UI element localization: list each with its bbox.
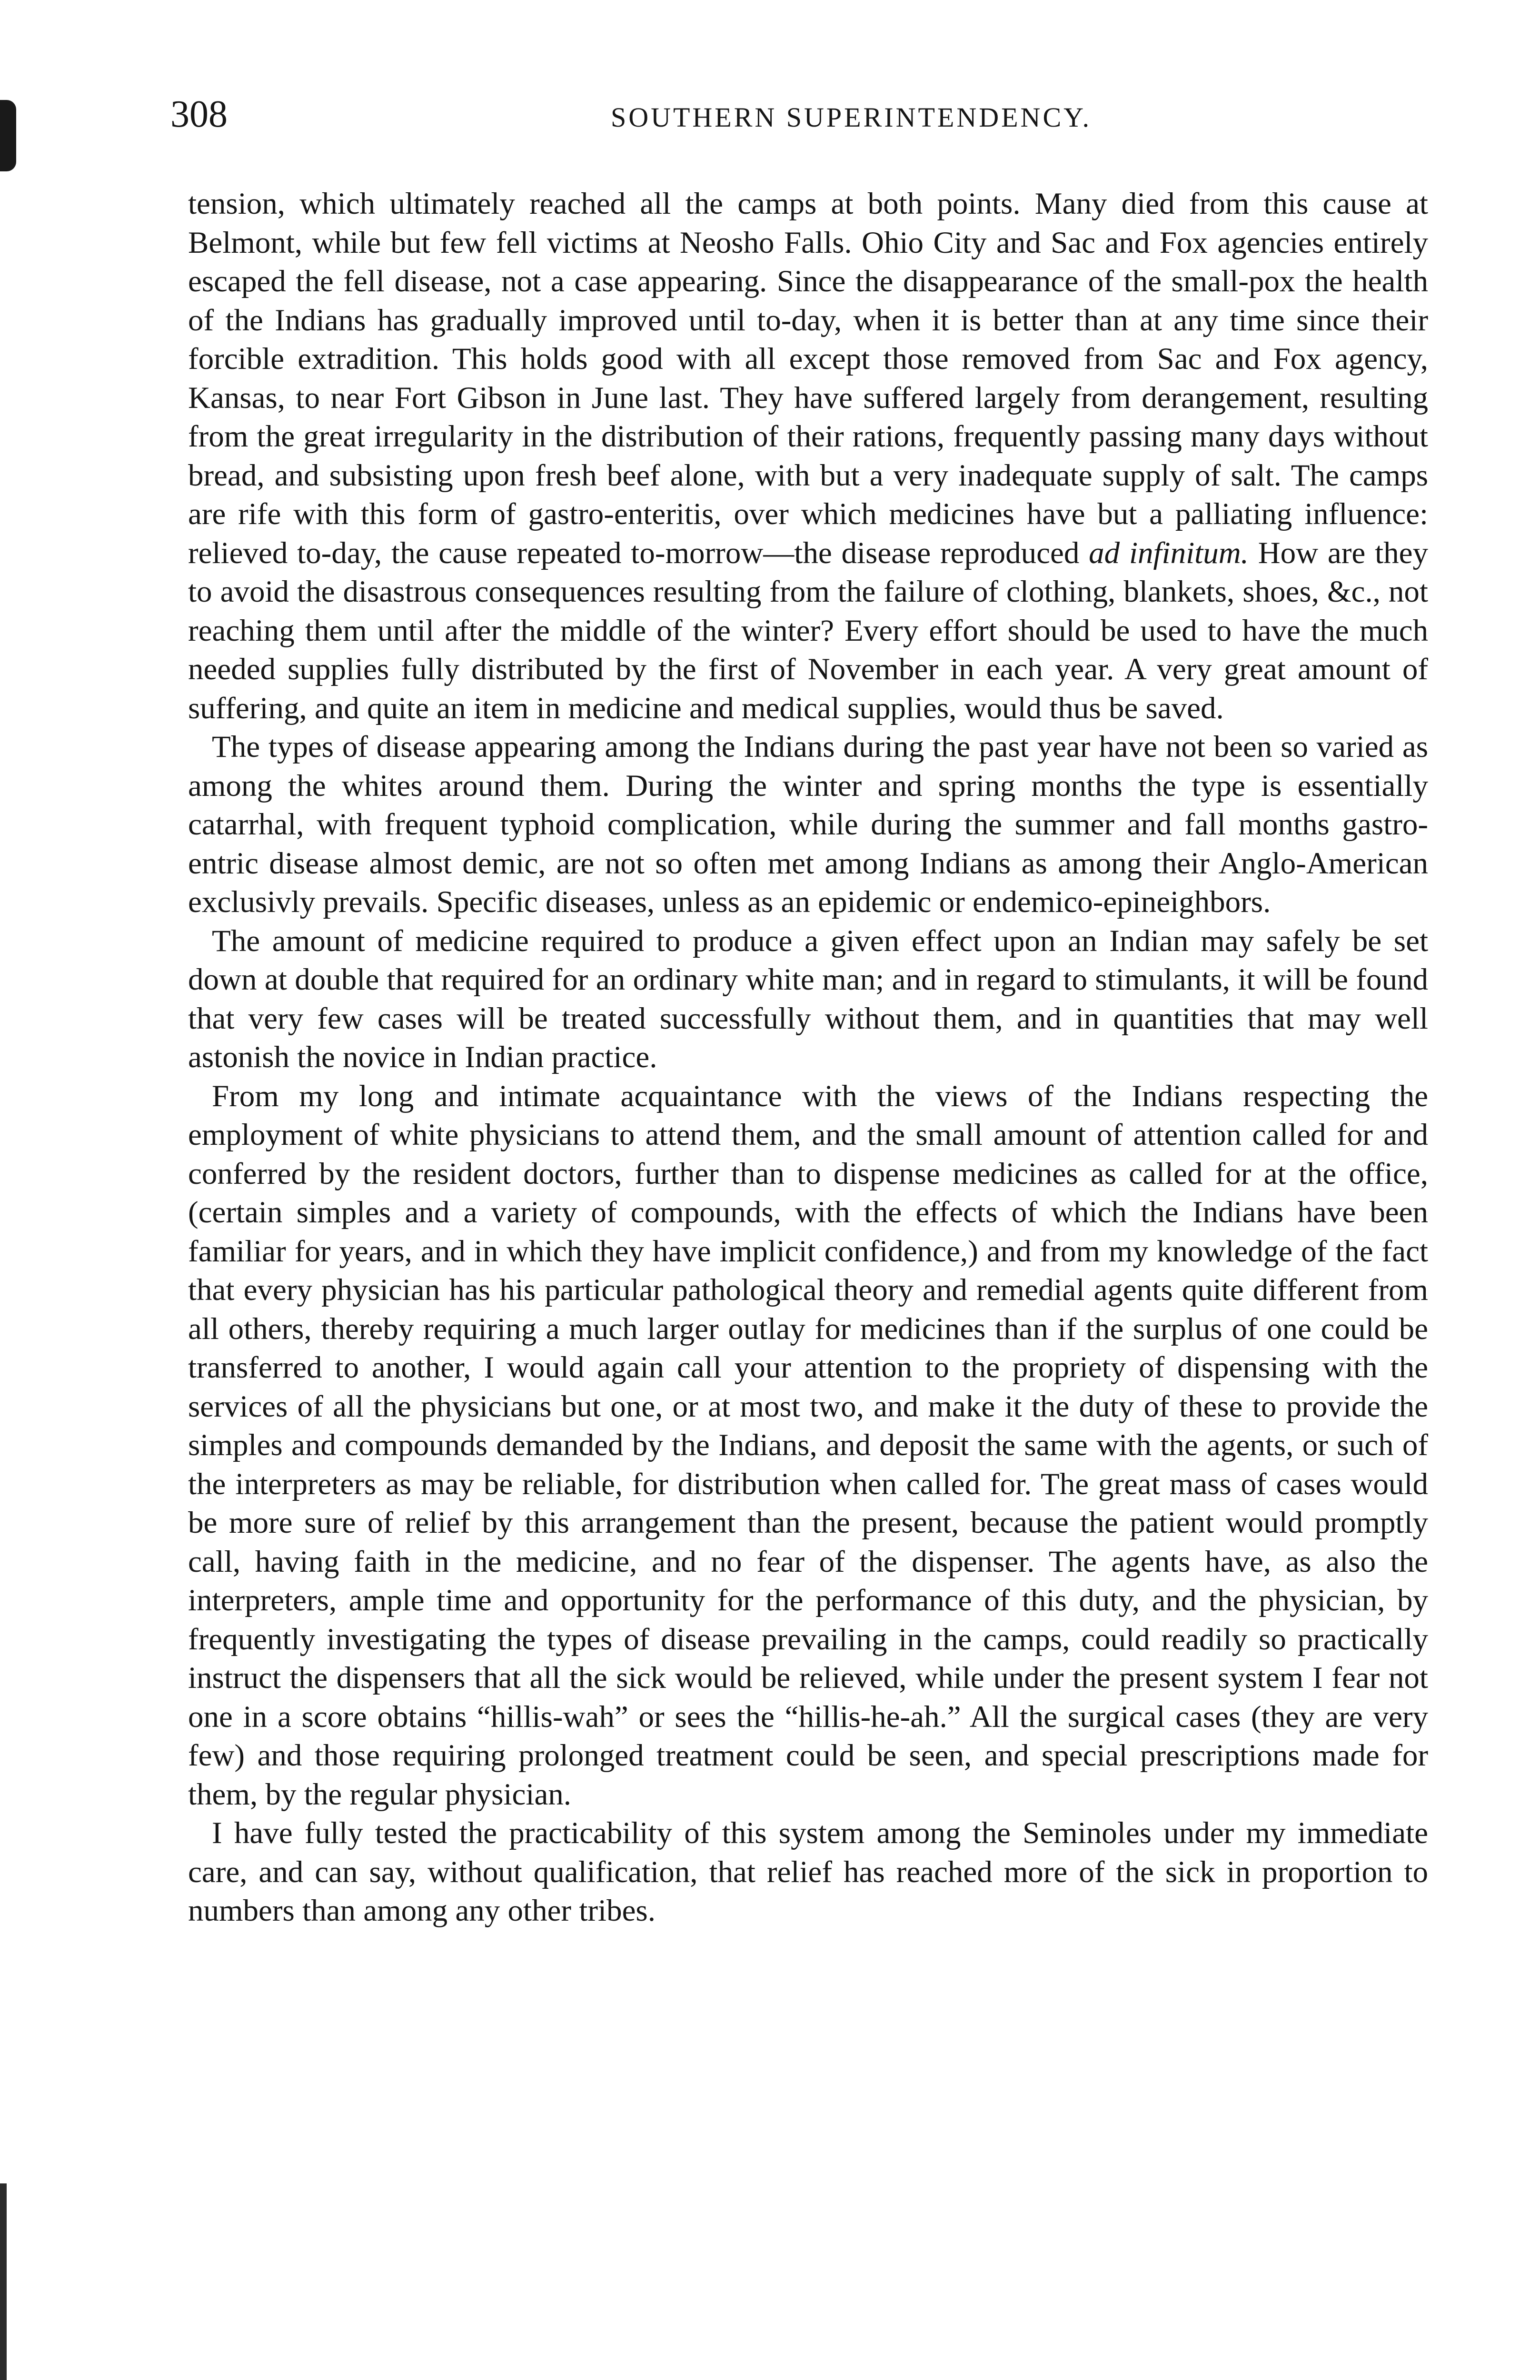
paragraph-disease-types: The types of disease appearing among the Indians during the past year have not been so varied as among the whites around them. During the winter and spring months the type is essentially catarrhal, with frequent typhoid complication, while during the summer and fall months gastro-entric disease almost demic, are not so often met among Indians as among their Anglo-American exclusivly prevails. Specific diseases, unless as an epidemic or endemico-epineighbors. — [188, 730, 1428, 919]
page-binding-shadow — [0, 100, 16, 171]
paragraph-continuation — [188, 185, 1428, 728]
paragraph-seminoles: I have fully tested the practicability of this system among the Seminoles under my immediate care, and can say, without qualification, that relief has reached more of the sick in proportion to numbers than among any other tribes. — [188, 1816, 1428, 1928]
page-header — [170, 90, 1427, 143]
paragraph-text: tension, which ultimately reached all the camps at both points. Many died from this cause at Belmont, while but few fell victims at Neosho Falls. Ohio City and Sac and Fox agencies entirely escaped the fell disease, not a case appearing. Since the disappearance of the small-pox the health of the Indians has gradually improved until to-day, when it is better than at any time since their forcible extradition. This holds good with all except those removed from Sac and Fox agency, Kansas, to near Fort Gibson in June last. They have suffered largely from derangement, resulting from the great irregularity in the distribution of their rations, frequently passing many days without bread, and subsisting upon fresh beef alone, with but a very inadequate supply of salt. The camps are rife with this form of gastro-enteritis, over which medicines have but a palliating influence: relieved to-day, the cause repeated to-morrow—the disease reproduced — [188, 187, 1428, 570]
paragraph-physicians: From my long and intimate acquaintance with the views of the Indians respecting the employment of white physicians to attend them, and the small amount of attention called for and conferred by the resident doctors, further than to dispense medicines as called for at the office, (certain simples and a variety of compounds, with the effects of which the Indians have been familiar for years, and in which they have implicit confidence,) and from my knowledge of the fact that every physician has his particular pathological theory and remedial agents quite different from all others, thereby requiring a much larger outlay for medicines than if the surplus of one could be transferred to another, I would again call your attention to the propriety of dispensing with the services of all the physicians but one, or at most two, and make it the duty of these to provide the simples and compounds demanded by the Indians, and deposit the same with the agents, or such of the interpreters as may be reliable, for distribution when called for. The great mass of cases would be more sure of relief by this arrangement than the present, because the patient would promptly call, having faith in the medicine, and no fear of the dispenser. The agents have, as also the interpreters, ample time and opportunity for the performance of this duty, and the physician, by frequently investigating the types of disease prevailing in the camps, could readily so practically instruct the dispensers that all the sick would be relieved, while under the present system I fear not one in a score obtains “hillis-wah” or sees the “hillis-he-ah.” All the surgical cases (they are very few) and those requiring prolonged treatment could be seen, and special prescriptions made for them, by the regular physician. — [188, 1079, 1428, 1812]
paragraph-medicine-amount: The amount of medicine required to produce a given effect upon an Indian may safely be set down at double that required for an ordinary white man; and in regard to stimulants, it will be found that very few cases will be treated successfully without them, and in quantities that may well astonish the novice in Indian practice. — [188, 923, 1428, 1074]
page-number: 308 — [170, 93, 228, 135]
running-head: SOUTHERN SUPERINTENDENCY. — [610, 102, 1092, 133]
italic-phrase: ad infinitum. — [1089, 536, 1249, 570]
page-left-edge — [0, 2183, 7, 2380]
body-text — [188, 185, 1428, 1931]
paragraph-text: How are they to avoid the disastrous consequences resulting from the failure of clothing, blankets, shoes, &c., not reaching them until after the middle of the winter? Every effort should be used to have the much needed supplies fully distributed by the first of November in each year. A very great amount of suffering, and quite an item in medicine and medical supplies, would thus be saved. — [188, 536, 1428, 725]
